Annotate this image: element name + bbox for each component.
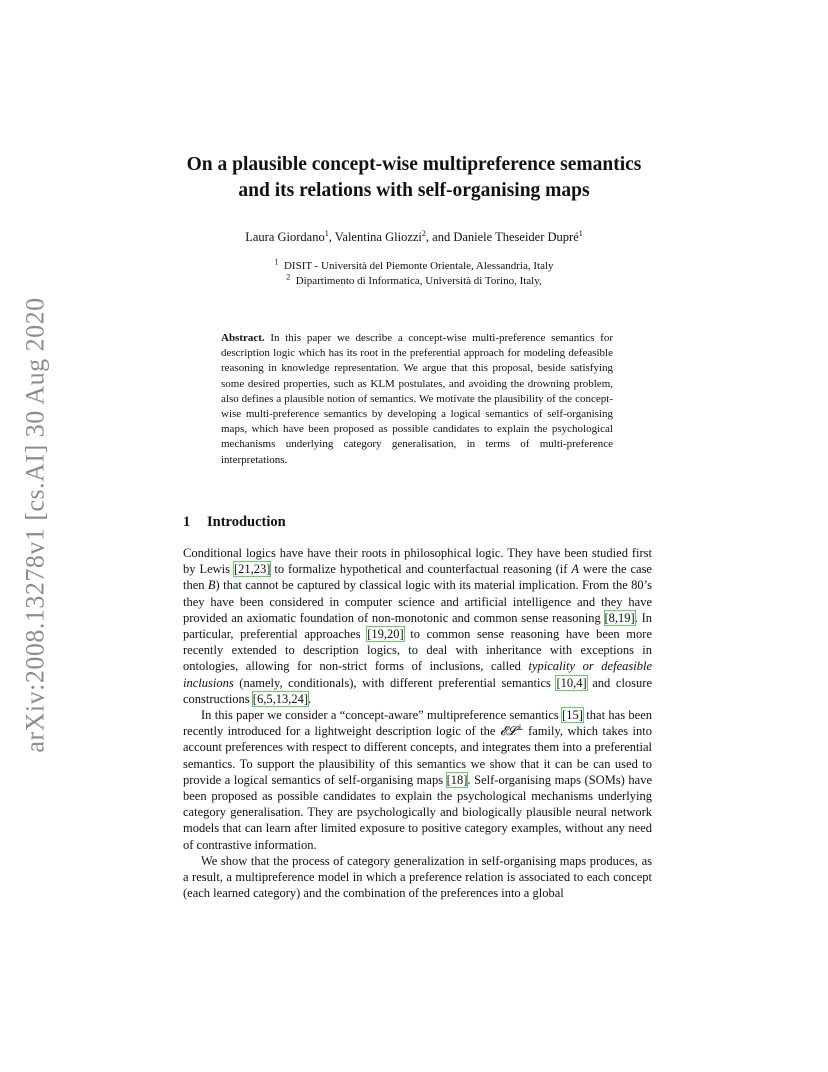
abstract-label: Abstract. [221, 332, 265, 344]
text-run: to common sense reasoning have been more recently extended to description logics, to deal with inheritance with exceptions in ontologies, allowing for non-strict forms of inclusions, called [183, 627, 652, 674]
section-heading [183, 512, 653, 532]
title-line-2: and its relations with self-organising maps [238, 180, 590, 201]
text-run: Conditional logics have have their roots in philosophical logic. They have been studied first by Lewis [183, 546, 652, 577]
text-run: (namely, conditionals), with different preferential semantics [233, 675, 557, 690]
author-separator: , [328, 230, 335, 244]
affiliation-mark: 1 [578, 228, 583, 238]
citation-link[interactable]: [21,23] [233, 562, 271, 577]
text-run: In this paper we consider a “concept-aware” multipreference semantics [201, 708, 563, 723]
math-variable: B [207, 578, 216, 593]
abstract-text: In this paper we describe a concept-wise multi-preference semantics for description logic which has its root in the preferential approach for modeling defeasible reasoning in knowledge representation. We argue that this proposal, beside satisfying some desired properties, such as KLM postulates, and avoiding the drowning problem, also defines a plausible notion of semantics. We motivate the plausibility of the concept-wise multi-preference semantics by developing a logical semantics of self-organising maps, which have been proposed as possible candidates to explain the psychological mechanisms underlying category generalisation, in terms of multi-preference interpretations. [221, 332, 613, 466]
title-line-1: On a plausible concept-wise multipreference semantics [186, 154, 642, 175]
abstract [221, 331, 613, 468]
affiliation-mark: 2 [286, 271, 291, 281]
text-run: ) that cannot be captured by classical logic with its material implication. From the 80’s they have been considered in computer science and artificial intelligence and they have provided an axiomatic foundation of non-monotonic and common sense reasoning [183, 578, 652, 625]
text-run: . [308, 691, 312, 706]
citation-link[interactable]: [10,4] [556, 675, 587, 690]
text-run: family, which takes into account preferences with respect to different concepts, and integrates them into a preferential semantics. To support the plausibility of this semantics we show that it can be can used to provide a logical semantics of self-organising maps [183, 724, 652, 787]
math-variable: A [571, 562, 580, 577]
paper-title [150, 152, 678, 204]
emphasis: typicality or defeasible inclusions [183, 659, 652, 690]
section-title: Introduction [207, 514, 286, 530]
author-name: Daniele Theseider Dupré [453, 230, 579, 244]
author-separator: , and [425, 230, 454, 244]
section-number: 1 [183, 514, 191, 530]
author-list [150, 229, 678, 245]
citation-link[interactable]: [8,19] [604, 610, 635, 625]
paragraph [183, 853, 652, 902]
text-run: We show that the process of category generalization in self-organising maps produces, as a result, a multipreference model in which a preference relation is associated to each concept (each learned category) and the combination of the preferences into a global [183, 853, 652, 901]
paragraph [183, 545, 652, 707]
arxiv-side-identifier [19, 290, 53, 760]
author-name: Valentina Gliozzi [334, 230, 422, 244]
text-run: and closure constructions [183, 675, 652, 706]
affiliation-mark: 1 [324, 228, 329, 238]
citation-link[interactable]: [18] [446, 772, 468, 787]
text-run: to formalize hypothetical and counterfactual reasoning (if [270, 562, 572, 577]
citation-link[interactable]: [6,5,13,24] [252, 691, 308, 706]
citation-link[interactable]: [19,20] [367, 627, 404, 642]
math-superscript: ⊥ [516, 723, 524, 733]
author-name: Laura Giordano [245, 230, 325, 244]
affiliation-mark: 2 [421, 228, 426, 238]
arxiv-id-text: arXiv:2008.13278v1 [cs.AI] 30 Aug 2020 [21, 297, 50, 753]
affiliation-line [150, 259, 678, 274]
citation-link[interactable]: [15] [562, 708, 583, 723]
text-run: . Self-organising maps (SOMs) have been proposed as possible candidates to explain the psychological mechanisms underlying category generalisation. They are psychologically and biologically plausible neural network models that can learn after limited exposure to positive category examples, without any need of contrastive information. [183, 772, 653, 852]
body-text [183, 545, 652, 901]
math-symbol: 𝓔𝓛 [499, 724, 517, 739]
text-run: were the case then [183, 562, 652, 593]
paragraph [183, 707, 652, 853]
affiliation-text: Dipartimento di Informatica, Università di Torino, Italy, [295, 274, 542, 287]
affiliation-list [150, 259, 678, 288]
text-run: that has been recently introduced for a lightweight description logic of the [183, 708, 652, 739]
text-run: . In particular, preferential approaches [183, 610, 652, 642]
affiliation-mark: 1 [274, 257, 279, 267]
affiliation-line [150, 271, 678, 289]
affiliation-text: DISIT - Università del Piemonte Orientale, Alessandria, Italy [283, 260, 554, 272]
